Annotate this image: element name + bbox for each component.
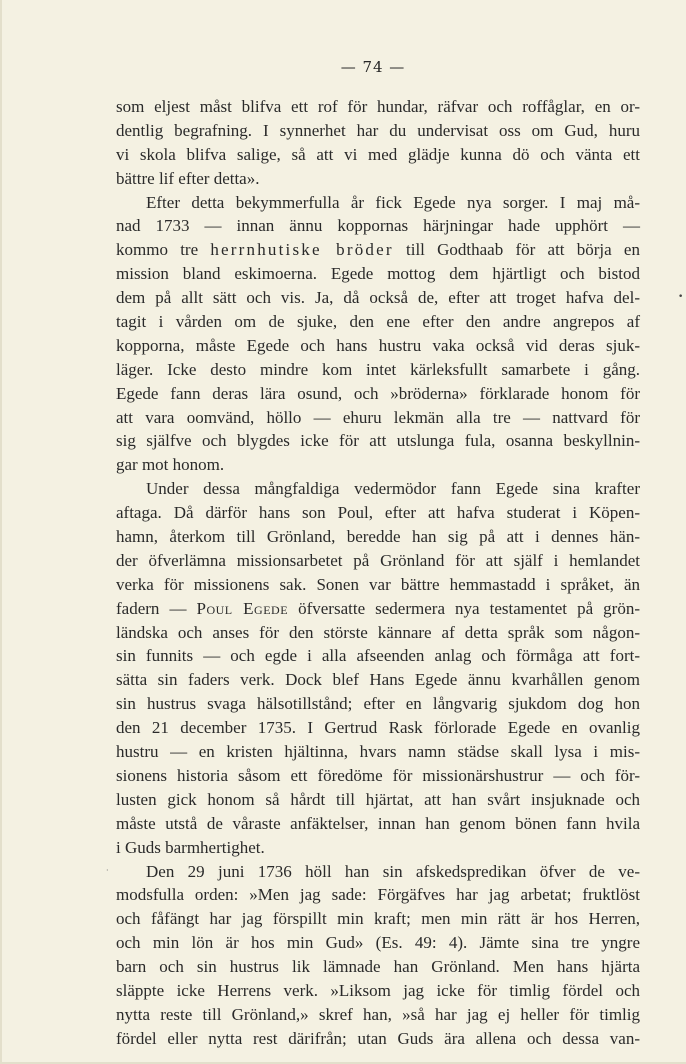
- text-line: släppte icke Herrens verk. »Liksom jag icke för timlig fördel och: [116, 980, 640, 1000]
- text-line: aftaga. Då därför hans son Poul, efter att hafva studerat i Köpen-: [116, 503, 640, 523]
- text-line: måste utstå de våraste anfäktelser, innan han genom bönen fann hvila: [116, 813, 640, 833]
- text-line: sig själfve och blygdes icke för att utslunga fula, osanna beskyllnin-: [116, 431, 640, 451]
- text-segment: fadern —: [116, 598, 197, 618]
- text-line: bättre lif efter detta».: [116, 168, 260, 188]
- text-line: sätta sin faders verk. Dock blef Hans Egede ännu kvarhållen genom: [116, 670, 640, 690]
- text-line: dem på allt sätt och vis. Ja, då också de, efter att troget hafva del-: [116, 288, 640, 308]
- text-line: kopporna, måste Egede och hans hustru vaka också vid deras sjuk-: [116, 335, 640, 355]
- text-line: vi skola blifva salige, så att vi med glädje kunna dö och vänta ett: [116, 144, 640, 164]
- text-line: som eljest måst blifva ett rof för hundar, räfvar och roffåglar, en or-: [116, 97, 640, 116]
- text-line: [116, 238, 640, 262]
- margin-mark: •: [678, 292, 684, 302]
- text-line: sin hustrus svaga hälsotillstånd; efter en långvarig sjukdom dog hon: [116, 694, 640, 714]
- text-line: Egede fann deras lära osund, och »bröderna» förklarade honom för: [116, 383, 640, 403]
- text-line: modsfulla orden: »Men jag sade: Förgäfves har jag arbetat; fruktlöst: [116, 885, 640, 905]
- text-line: lusten gick honom så hårdt till hjärtat, att han svårt insjuknade och: [116, 789, 640, 809]
- small-caps-name: Poul Egede: [196, 598, 289, 618]
- page-number: — 74 —: [340, 58, 406, 76]
- text-line: Efter detta bekymmerfulla år fick Egede nya sorger. I maj må-: [146, 192, 640, 212]
- text-line: mission bland eskimoerna. Egede mottog dem hjärtligt och bistod: [116, 264, 640, 284]
- margin-dot: ·: [106, 866, 109, 875]
- text-line: nad 1733 — innan ännu koppornas härjningar hade upphört —: [116, 216, 640, 236]
- text-line: Under dessa mångfaldiga vedermödor fann Egede sina krafter: [146, 479, 640, 499]
- text-line: Den 29 juni 1736 höll han sin afskedspredikan öfver de ve-: [146, 861, 640, 881]
- text-line: verka för missionens sak. Sonen var bättre hemmastadd i språket, än: [116, 574, 640, 594]
- text-line: den 21 december 1735. I Gertrud Rask förlorade Egede en ovanlig: [116, 718, 640, 738]
- text-line: ländska och anses för den störste kännare af detta språk som någon-: [116, 622, 640, 642]
- body-text: [116, 95, 640, 1051]
- text-line: läger. Icke desto mindre kom intet kärleksfullt samarbete i gång.: [116, 359, 640, 379]
- text-line: tagit i vården om de sjuke, den ene efter den andre angrepos af: [116, 312, 640, 332]
- text-line: och fåfängt har jag förspillt min kraft; men min rätt är hos Herren,: [116, 909, 640, 929]
- text-line: der öfverlämna missionsarbetet på Grönland för att själf i hemlandet: [116, 550, 640, 570]
- text-line: hustru — en kristen hjältinna, hvars namn städse skall lysa i mis-: [116, 742, 640, 762]
- text-line: barn och sin hustrus lik lämnade han Grönland. Men hans hjärta: [116, 957, 640, 977]
- text-segment: till Godthaab för att börja en: [393, 240, 640, 260]
- text-line: att vara oomvänd, höllo — ehuru lekmän alla tre — nattvard för: [116, 407, 640, 427]
- text-segment: kommo tre: [116, 240, 211, 260]
- text-segment: öfversatte sedermera nya testamentet på grön-: [288, 598, 640, 618]
- text-line: nytta reste till Grönland,» skref han, »så har jag ej heller för timlig: [116, 1004, 640, 1024]
- text-line: dentlig begrafning. I synnerhet har du undervisat oss om Gud, huru: [116, 120, 640, 140]
- text-line: sionens historia såsom ett föredöme för missionärshustrur — och för-: [116, 765, 640, 785]
- text-line: i Guds barmhertighet.: [116, 837, 265, 857]
- text-line: och min lön är hos min Gud» (Es. 49: 4). Jämte sina tre yngre: [116, 933, 640, 953]
- text-line: gar mot honom.: [116, 455, 225, 475]
- text-line: fördel eller nytta rest därifrån; utan Guds ära allena och dessa van-: [116, 1028, 640, 1048]
- text-line: sin funnits — och egde i alla afseenden anlag och förmåga att fort-: [116, 646, 640, 666]
- spaced-name: herrnhutiske bröder: [210, 240, 394, 260]
- text-line: [116, 597, 640, 621]
- text-line: hamn, återkom till Grönland, beredde han sig på att i dennes hän-: [116, 527, 640, 547]
